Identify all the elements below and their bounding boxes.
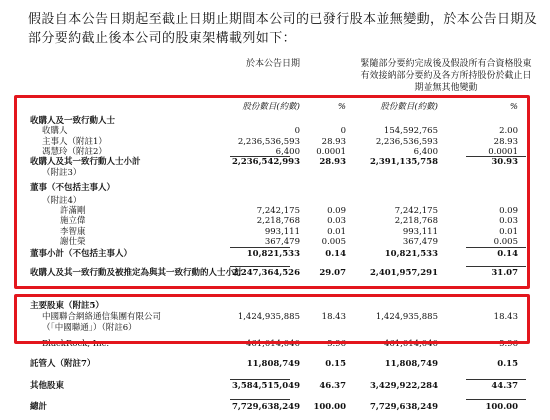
table-row [30,381,518,392]
share-count-cell: 2,236,536,593 [375,137,438,147]
row-label: 中國聯合網絡通信集團有限公司 [42,312,162,322]
share-count-cell: 11,808,749 [246,359,300,369]
percentage-cell: 18.43 [321,312,346,322]
percentage-cell: 0.03 [499,216,518,226]
percentage-cell: 28.93 [319,157,346,167]
share-count-cell: 7,729,638,249 [369,402,438,412]
share-count-cell: 993,111 [264,227,300,237]
row-label: 主事人（附註1） [42,137,107,147]
highlight-box-substantial-shareholders [14,294,530,344]
percentage-cell: 0.09 [327,206,346,216]
subtotal-rule [230,156,290,157]
share-count-cell: 2,218,768 [394,216,438,226]
share-count-cell: 154,592,765 [383,126,438,136]
percentage-cell: 0.01 [327,227,346,237]
intro-paragraph: 假設自本公告日期起至截止日期止期間本公司的已發行股本並無變動，於本公告日期及部分要約截止後本公司的股東架構載列如下： [28,12,538,46]
row-label: （「中國聯通」）（附註6） [42,323,137,333]
share-count-cell: 3,584,515,049 [231,381,300,391]
share-count-cell: 461,014,040 [383,339,438,349]
row-label: 施立偉 [60,216,86,226]
percentage-cell: 100.00 [485,402,518,412]
units-header-1: 股份數目(約數) [242,102,300,112]
subtotal-rule [466,156,526,157]
percentage-cell: 30.93 [491,157,518,167]
pct-header-2: % [509,102,518,112]
table-row [30,359,518,370]
units-header-2: 股份數目(約數) [380,102,438,112]
row-label: 董事小計（不包括主事人） [30,249,133,259]
percentage-cell: 100.00 [313,402,346,412]
share-count-cell: 3,429,922,284 [369,381,438,391]
share-count-cell: 10,821,533 [246,249,300,259]
share-count-cell: 6,400 [413,147,438,157]
pct-header-1: % [337,102,346,112]
share-count-cell: 2,401,957,291 [369,268,438,278]
row-label: 收購人及其一致行動人士小計 [30,157,141,167]
percentage-cell: 28.93 [493,137,518,147]
share-count-cell: 10,821,533 [384,249,438,259]
percentage-cell: 0.15 [497,359,518,369]
row-label: 主要股東（附註5） [30,301,104,311]
row-label: 董事（不包括主事人） [30,183,116,193]
highlight-box-offeror-group [14,95,530,289]
subtotal-rule [230,266,290,267]
percentage-cell: 18.43 [493,312,518,322]
row-label: 許滿剛 [60,206,86,216]
row-label: 總計 [30,402,48,412]
table-row [30,402,518,413]
percentage-cell: 0.005 [493,237,518,247]
row-label: （附註4） [42,196,82,206]
percentage-cell: 0.14 [325,249,346,259]
share-count-cell: 367,479 [264,237,300,247]
row-label: 收購人及一致行動人士 [30,116,116,126]
percentage-cell: 46.37 [319,381,346,391]
share-count-cell: 0 [294,126,300,136]
share-count-cell: 993,111 [402,227,438,237]
share-count-cell: 461,014,040 [245,339,300,349]
subtotal-rule [230,399,290,400]
column-header-after-offer: 緊隨部分要約完成後及假設所有合資格股東有效接納部分要約及各方所持股份於截止日期並無其他變動 [360,59,532,93]
share-count-cell: 2,218,768 [256,216,300,226]
subtotal-rule [466,266,526,267]
subtotal-rule [230,379,290,380]
subtotal-rule [230,247,290,248]
percentage-cell: 0.15 [325,359,346,369]
percentage-cell: 0.0001 [488,147,518,157]
percentage-cell: 0 [340,126,346,136]
percentage-cell: 28.93 [321,137,346,147]
subtotal-rule [466,399,526,400]
row-label: 其他股東 [30,381,65,391]
row-label: 李智康 [60,227,86,237]
percentage-cell: 0.01 [499,227,518,237]
percentage-cell: 5.96 [327,339,346,349]
percentage-cell: 2.00 [499,126,518,136]
share-count-cell: 7,242,175 [256,206,300,216]
row-label: BlackRock, Inc. [42,339,110,349]
row-label: 託管人（附註7） [30,359,96,369]
percentage-cell: 0.09 [499,206,518,216]
percentage-cell: 31.07 [491,268,518,278]
share-count-cell: 7,242,175 [394,206,438,216]
row-label: 收購人及其一致行動及被推定為與其一致行動的人士小計 [30,268,243,278]
row-label: 收購人 [42,126,68,136]
share-count-cell: 2,391,135,758 [369,157,438,167]
percentage-cell: 0.0001 [316,147,346,157]
share-count-cell: 2,236,542,993 [231,157,300,167]
row-label: 謝仕榮 [60,237,86,247]
percentage-cell: 44.37 [491,381,518,391]
percentage-cell: 29.07 [319,268,346,278]
share-count-cell: 1,424,935,885 [237,312,300,322]
share-count-cell: 367,479 [402,237,438,247]
percentage-cell: 5.96 [499,339,518,349]
share-count-cell: 2,236,536,593 [237,137,300,147]
subtotal-rule [466,247,526,248]
row-label: 馮慧玲（附註2） [42,147,107,157]
percentage-cell: 0.14 [497,249,518,259]
subtotal-rule [466,379,526,380]
share-count-cell: 1,424,935,885 [375,312,438,322]
percentage-cell: 0.03 [327,216,346,226]
share-count-cell: 6,400 [275,147,300,157]
share-count-cell: 11,808,749 [384,359,438,369]
share-count-cell: 2,247,364,526 [231,268,300,278]
column-header-current: 於本公告日期 [245,59,300,69]
percentage-cell: 0.005 [321,237,346,247]
row-label: （附註3） [42,168,82,178]
share-count-cell: 7,729,638,249 [231,402,300,412]
